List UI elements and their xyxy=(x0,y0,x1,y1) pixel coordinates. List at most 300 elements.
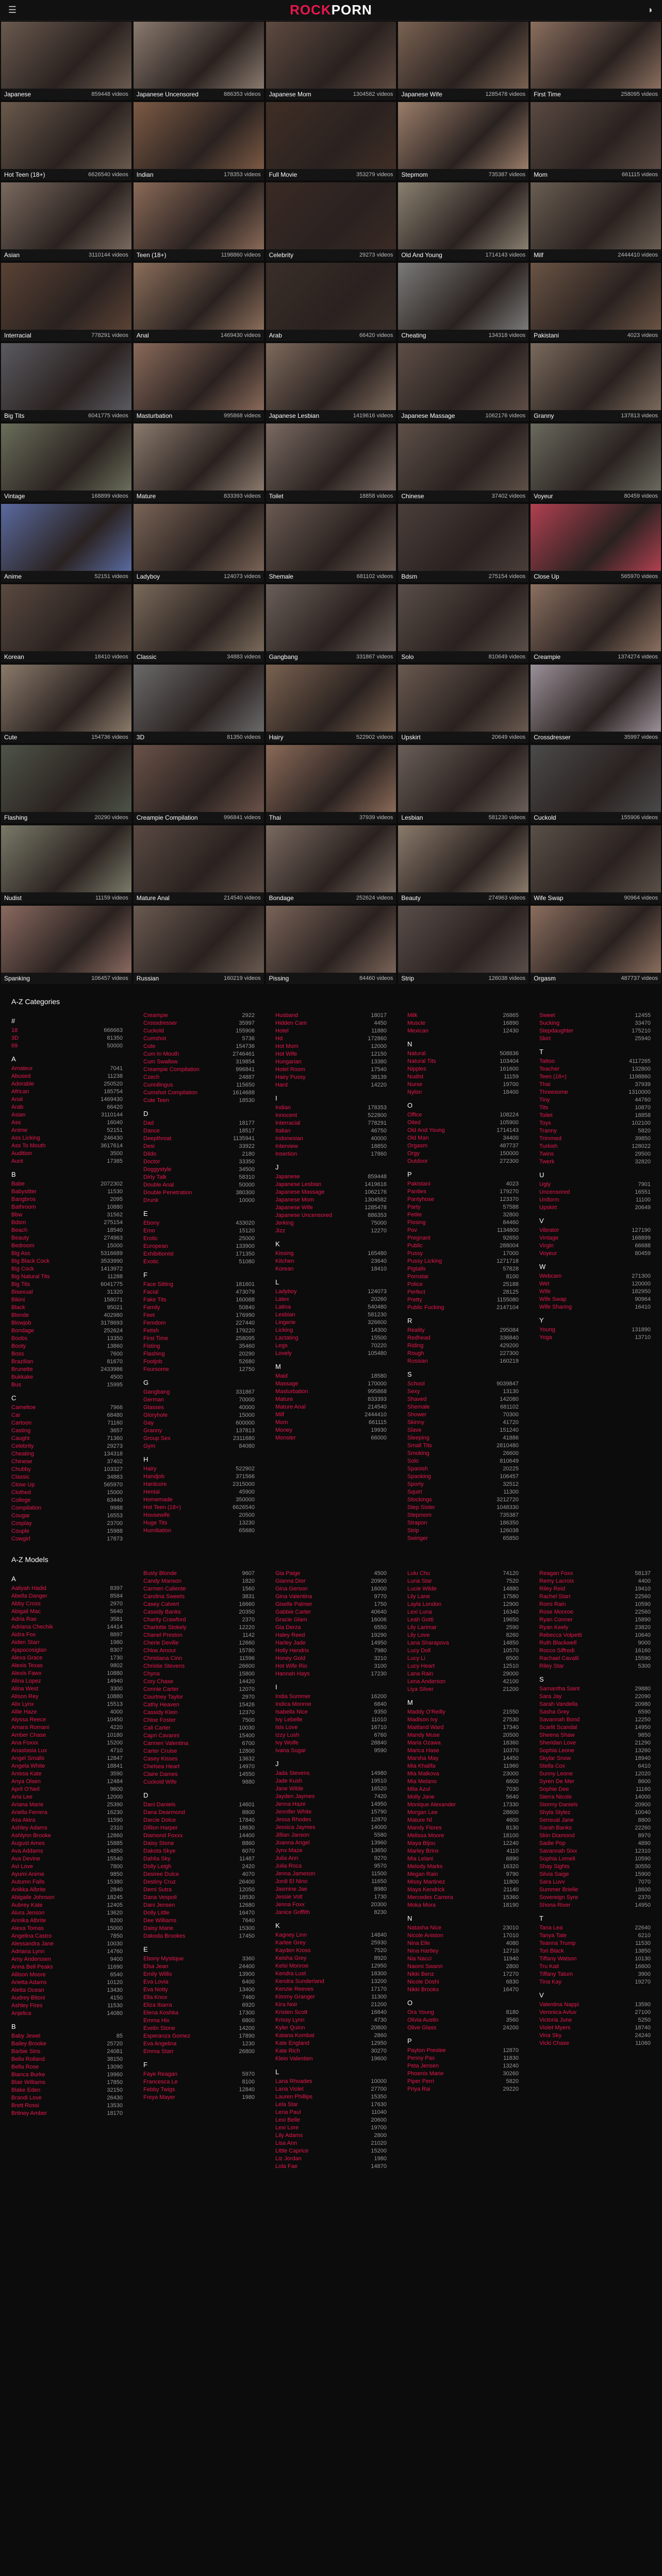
model-link[interactable] xyxy=(275,1832,387,1839)
category-link[interactable] xyxy=(143,1473,255,1481)
model-link[interactable] xyxy=(11,1871,123,1878)
category-link[interactable] xyxy=(407,1012,519,1020)
model-link[interactable] xyxy=(11,1685,123,1693)
model-link[interactable] xyxy=(407,1840,519,1848)
category-link[interactable] xyxy=(275,1303,387,1311)
category-link[interactable] xyxy=(407,1258,519,1265)
model-link[interactable] xyxy=(407,1639,519,1647)
model-link[interactable] xyxy=(275,1624,387,1632)
category-tile[interactable] xyxy=(397,583,529,664)
category-link[interactable] xyxy=(407,1434,519,1442)
model-link[interactable] xyxy=(11,1616,123,1623)
category-link[interactable] xyxy=(143,1366,255,1374)
model-link[interactable] xyxy=(143,1709,255,1717)
model-link[interactable] xyxy=(275,1931,387,1939)
category-link[interactable] xyxy=(11,1158,123,1165)
category-link[interactable] xyxy=(407,1027,519,1035)
category-link[interactable] xyxy=(407,1265,519,1273)
category-link[interactable] xyxy=(407,1073,519,1081)
model-link[interactable] xyxy=(539,1685,651,1693)
category-tile[interactable] xyxy=(529,824,662,905)
category-link[interactable] xyxy=(407,1081,519,1089)
model-link[interactable] xyxy=(143,1693,255,1701)
model-link[interactable] xyxy=(407,1886,519,1894)
model-link[interactable] xyxy=(539,1978,651,1986)
model-link[interactable] xyxy=(11,1956,123,1963)
model-link[interactable] xyxy=(539,1817,651,1824)
model-link[interactable] xyxy=(275,1824,387,1832)
category-link[interactable] xyxy=(407,1050,519,1058)
model-link[interactable] xyxy=(275,1793,387,1801)
category-tile[interactable] xyxy=(397,21,529,101)
model-link[interactable] xyxy=(539,1585,651,1593)
model-link[interactable] xyxy=(143,1616,255,1624)
category-link[interactable] xyxy=(275,1219,387,1227)
category-link[interactable] xyxy=(11,1265,123,1273)
category-link[interactable] xyxy=(539,1204,651,1212)
model-link[interactable] xyxy=(143,1817,255,1824)
category-link[interactable] xyxy=(11,1327,123,1335)
category-tile[interactable] xyxy=(529,262,662,342)
category-link[interactable] xyxy=(11,1512,123,1520)
category-link[interactable] xyxy=(407,1234,519,1242)
model-link[interactable] xyxy=(143,1925,255,1933)
category-tile[interactable] xyxy=(265,262,398,342)
site-logo[interactable]: ROCKPORN xyxy=(290,2,372,18)
model-link[interactable] xyxy=(539,1801,651,1809)
model-link[interactable] xyxy=(407,1832,519,1840)
category-link[interactable] xyxy=(11,1350,123,1358)
category-link[interactable] xyxy=(407,1465,519,1473)
category-link[interactable] xyxy=(407,1180,519,1188)
model-link[interactable] xyxy=(11,2048,123,2056)
category-link[interactable] xyxy=(275,1020,387,1027)
model-link[interactable] xyxy=(143,1724,255,1732)
model-link[interactable] xyxy=(275,1777,387,1785)
model-link[interactable] xyxy=(407,1585,519,1593)
model-link[interactable] xyxy=(407,1855,519,1863)
category-link[interactable] xyxy=(143,1058,255,1066)
category-tile[interactable] xyxy=(133,181,265,262)
model-link[interactable] xyxy=(275,2093,387,2101)
model-link[interactable] xyxy=(11,1925,123,1933)
model-link[interactable] xyxy=(143,2048,255,2056)
category-link[interactable] xyxy=(275,1043,387,1050)
category-link[interactable] xyxy=(143,1227,255,1235)
category-link[interactable] xyxy=(275,1081,387,1089)
category-link[interactable] xyxy=(11,1204,123,1211)
category-link[interactable] xyxy=(11,1150,123,1158)
category-link[interactable] xyxy=(143,1197,255,1205)
category-link[interactable] xyxy=(11,1080,123,1088)
category-link[interactable] xyxy=(11,1443,123,1450)
category-link[interactable] xyxy=(539,1020,651,1027)
model-link[interactable] xyxy=(143,1748,255,1755)
category-link[interactable] xyxy=(143,1404,255,1412)
model-link[interactable] xyxy=(11,2110,123,2117)
category-link[interactable] xyxy=(539,1250,651,1258)
category-link[interactable] xyxy=(275,1380,387,1388)
category-tile[interactable] xyxy=(0,422,133,503)
category-link[interactable] xyxy=(407,1450,519,1458)
model-link[interactable] xyxy=(11,1693,123,1701)
category-link[interactable] xyxy=(143,1504,255,1512)
category-link[interactable] xyxy=(143,1304,255,1312)
model-link[interactable] xyxy=(143,1585,255,1593)
model-link[interactable] xyxy=(407,1924,519,1932)
model-link[interactable] xyxy=(11,1585,123,1592)
category-link[interactable] xyxy=(539,1326,651,1334)
category-tile[interactable] xyxy=(529,744,662,824)
category-link[interactable] xyxy=(143,1050,255,1058)
category-link[interactable] xyxy=(407,1380,519,1388)
model-link[interactable] xyxy=(11,1592,123,1600)
category-link[interactable] xyxy=(539,1242,651,1250)
category-link[interactable] xyxy=(275,1058,387,1066)
model-link[interactable] xyxy=(407,1963,519,1971)
model-link[interactable] xyxy=(275,1570,387,1578)
model-link[interactable] xyxy=(407,1955,519,1963)
model-link[interactable] xyxy=(143,1647,255,1655)
model-link[interactable] xyxy=(275,1663,387,1670)
model-link[interactable] xyxy=(407,1878,519,1886)
hamburger-icon[interactable]: ☰ xyxy=(8,5,17,15)
model-link[interactable] xyxy=(539,1924,651,1932)
category-tile[interactable] xyxy=(529,21,662,101)
model-link[interactable] xyxy=(407,1809,519,1817)
category-tile[interactable] xyxy=(397,744,529,824)
model-link[interactable] xyxy=(407,1601,519,1608)
model-link[interactable] xyxy=(407,1824,519,1832)
category-link[interactable] xyxy=(143,1412,255,1419)
model-link[interactable] xyxy=(11,1647,123,1654)
category-link[interactable] xyxy=(407,1196,519,1204)
category-link[interactable] xyxy=(407,1111,519,1119)
category-link[interactable] xyxy=(407,1473,519,1481)
model-link[interactable] xyxy=(407,2047,519,2055)
category-link[interactable] xyxy=(539,1227,651,1234)
category-tile[interactable] xyxy=(397,422,529,503)
model-link[interactable] xyxy=(539,1732,651,1739)
category-link[interactable] xyxy=(539,1158,651,1166)
model-link[interactable] xyxy=(11,1940,123,1948)
category-link[interactable] xyxy=(143,1081,255,1089)
category-tile[interactable] xyxy=(529,101,662,181)
model-link[interactable] xyxy=(11,2094,123,2102)
category-link[interactable] xyxy=(11,1489,123,1497)
category-link[interactable] xyxy=(143,1089,255,1097)
category-link[interactable] xyxy=(11,1481,123,1489)
category-link[interactable] xyxy=(407,1488,519,1496)
category-link[interactable] xyxy=(407,1388,519,1396)
model-link[interactable] xyxy=(275,1585,387,1593)
model-link[interactable] xyxy=(143,2025,255,2032)
model-link[interactable] xyxy=(407,1732,519,1739)
category-link[interactable] xyxy=(539,1189,651,1196)
category-tile[interactable] xyxy=(0,824,133,905)
model-link[interactable] xyxy=(407,1801,519,1809)
model-link[interactable] xyxy=(275,2009,387,2016)
model-link[interactable] xyxy=(539,2040,651,2047)
category-link[interactable] xyxy=(275,1050,387,1058)
model-link[interactable] xyxy=(539,1570,651,1578)
model-link[interactable] xyxy=(407,1616,519,1624)
category-tile[interactable] xyxy=(265,664,398,744)
model-link[interactable] xyxy=(143,1778,255,1786)
model-link[interactable] xyxy=(539,1855,651,1863)
model-link[interactable] xyxy=(275,1739,387,1747)
model-link[interactable] xyxy=(143,2032,255,2040)
model-link[interactable] xyxy=(539,1624,651,1632)
model-link[interactable] xyxy=(11,1909,123,1917)
category-link[interactable] xyxy=(407,1273,519,1281)
model-link[interactable] xyxy=(275,1670,387,1678)
category-link[interactable] xyxy=(539,1143,651,1150)
model-link[interactable] xyxy=(275,1855,387,1862)
category-link[interactable] xyxy=(407,1020,519,1027)
category-link[interactable] xyxy=(11,1366,123,1374)
category-link[interactable] xyxy=(143,1127,255,1135)
model-link[interactable] xyxy=(11,2056,123,2063)
category-tile[interactable] xyxy=(397,101,529,181)
category-link[interactable] xyxy=(11,1466,123,1473)
category-link[interactable] xyxy=(11,1096,123,1104)
model-link[interactable] xyxy=(275,1647,387,1655)
model-link[interactable] xyxy=(407,1947,519,1955)
model-link[interactable] xyxy=(11,2102,123,2110)
category-link[interactable] xyxy=(275,1181,387,1189)
category-link[interactable] xyxy=(539,1127,651,1135)
category-link[interactable] xyxy=(11,1473,123,1481)
category-link[interactable] xyxy=(539,1081,651,1089)
model-link[interactable] xyxy=(143,1909,255,1917)
category-link[interactable] xyxy=(275,1419,387,1427)
model-link[interactable] xyxy=(407,2078,519,2086)
category-link[interactable] xyxy=(407,1127,519,1134)
category-tile[interactable] xyxy=(265,503,398,583)
category-link[interactable] xyxy=(407,1227,519,1234)
category-link[interactable] xyxy=(11,1035,123,1042)
category-link[interactable] xyxy=(143,1120,255,1127)
category-link[interactable] xyxy=(11,1358,123,1366)
model-link[interactable] xyxy=(275,1701,387,1708)
category-link[interactable] xyxy=(143,1143,255,1150)
category-link[interactable] xyxy=(407,1427,519,1434)
model-link[interactable] xyxy=(275,2055,387,2063)
model-link[interactable] xyxy=(275,1655,387,1663)
model-link[interactable] xyxy=(275,2101,387,2109)
category-link[interactable] xyxy=(539,1150,651,1158)
category-link[interactable] xyxy=(11,1134,123,1142)
model-link[interactable] xyxy=(275,2086,387,2093)
category-link[interactable] xyxy=(407,1158,519,1165)
model-link[interactable] xyxy=(143,1933,255,1940)
model-link[interactable] xyxy=(143,1624,255,1632)
model-link[interactable] xyxy=(407,1978,519,1986)
model-link[interactable] xyxy=(407,1971,519,1978)
category-link[interactable] xyxy=(275,1319,387,1327)
category-link[interactable] xyxy=(11,1104,123,1111)
category-tile[interactable] xyxy=(0,503,133,583)
model-link[interactable] xyxy=(143,1863,255,1871)
category-tile[interactable] xyxy=(0,664,133,744)
category-link[interactable] xyxy=(407,1250,519,1258)
category-link[interactable] xyxy=(11,1111,123,1119)
category-link[interactable] xyxy=(143,1488,255,1496)
model-link[interactable] xyxy=(11,1662,123,1670)
model-link[interactable] xyxy=(539,1963,651,1971)
model-link[interactable] xyxy=(539,1824,651,1832)
category-link[interactable] xyxy=(407,1350,519,1358)
model-link[interactable] xyxy=(539,1601,651,1608)
category-link[interactable] xyxy=(11,1312,123,1319)
category-link[interactable] xyxy=(407,1289,519,1296)
category-link[interactable] xyxy=(539,1181,651,1189)
category-link[interactable] xyxy=(143,1066,255,1074)
category-link[interactable] xyxy=(407,1188,519,1196)
model-link[interactable] xyxy=(407,1624,519,1632)
category-link[interactable] xyxy=(11,1435,123,1443)
model-link[interactable] xyxy=(275,1862,387,1870)
category-link[interactable] xyxy=(11,1504,123,1512)
model-link[interactable] xyxy=(407,1670,519,1678)
model-link[interactable] xyxy=(407,2009,519,2016)
model-link[interactable] xyxy=(143,1608,255,1616)
category-link[interactable] xyxy=(275,1350,387,1358)
category-link[interactable] xyxy=(539,1288,651,1296)
model-link[interactable] xyxy=(539,1632,651,1639)
model-link[interactable] xyxy=(539,1902,651,1909)
category-link[interactable] xyxy=(143,1396,255,1404)
model-link[interactable] xyxy=(11,1708,123,1716)
category-link[interactable] xyxy=(407,1065,519,1073)
model-link[interactable] xyxy=(407,1986,519,1994)
model-link[interactable] xyxy=(11,1917,123,1925)
category-tile[interactable] xyxy=(0,905,133,985)
model-link[interactable] xyxy=(539,2032,651,2040)
model-link[interactable] xyxy=(11,2071,123,2079)
model-link[interactable] xyxy=(11,1793,123,1801)
category-link[interactable] xyxy=(275,1127,387,1135)
category-link[interactable] xyxy=(143,1189,255,1197)
model-link[interactable] xyxy=(11,1786,123,1793)
model-link[interactable] xyxy=(275,1639,387,1647)
model-link[interactable] xyxy=(11,1979,123,1987)
category-link[interactable] xyxy=(11,1304,123,1312)
category-link[interactable] xyxy=(143,1388,255,1396)
model-link[interactable] xyxy=(11,1987,123,1994)
model-link[interactable] xyxy=(275,1732,387,1739)
model-link[interactable] xyxy=(275,1886,387,1893)
category-link[interactable] xyxy=(407,1134,519,1142)
model-link[interactable] xyxy=(275,1878,387,1886)
category-link[interactable] xyxy=(275,1143,387,1150)
category-link[interactable] xyxy=(407,1342,519,1350)
model-link[interactable] xyxy=(539,1886,651,1894)
model-link[interactable] xyxy=(539,1863,651,1871)
category-link[interactable] xyxy=(143,1481,255,1488)
category-link[interactable] xyxy=(407,1242,519,1250)
model-link[interactable] xyxy=(407,1755,519,1762)
category-link[interactable] xyxy=(143,1312,255,1319)
category-link[interactable] xyxy=(11,1404,123,1412)
category-tile[interactable] xyxy=(265,583,398,664)
model-link[interactable] xyxy=(539,1848,651,1855)
model-link[interactable] xyxy=(275,1724,387,1732)
category-link[interactable] xyxy=(11,1427,123,1435)
model-link[interactable] xyxy=(275,2124,387,2132)
category-link[interactable] xyxy=(407,1403,519,1411)
category-link[interactable] xyxy=(143,1512,255,1519)
model-link[interactable] xyxy=(407,1716,519,1724)
model-link[interactable] xyxy=(11,1878,123,1886)
category-link[interactable] xyxy=(143,1250,255,1258)
category-tile[interactable] xyxy=(397,342,529,422)
category-link[interactable] xyxy=(539,1058,651,1065)
category-link[interactable] xyxy=(407,1512,519,1519)
category-tile[interactable] xyxy=(0,21,133,101)
category-tile[interactable] xyxy=(133,664,265,744)
category-link[interactable] xyxy=(275,1327,387,1334)
category-tile[interactable] xyxy=(265,744,398,824)
category-link[interactable] xyxy=(539,1196,651,1204)
category-link[interactable] xyxy=(11,1119,123,1127)
category-link[interactable] xyxy=(539,1096,651,1104)
model-link[interactable] xyxy=(143,2094,255,2102)
category-link[interactable] xyxy=(275,1388,387,1396)
model-link[interactable] xyxy=(143,1855,255,1863)
category-link[interactable] xyxy=(275,1342,387,1350)
category-link[interactable] xyxy=(407,1150,519,1158)
model-link[interactable] xyxy=(407,1786,519,1793)
category-link[interactable] xyxy=(11,1042,123,1050)
model-link[interactable] xyxy=(275,2040,387,2047)
category-link[interactable] xyxy=(407,1327,519,1334)
model-link[interactable] xyxy=(11,1716,123,1724)
model-link[interactable] xyxy=(275,1593,387,1601)
category-link[interactable] xyxy=(11,1419,123,1427)
model-link[interactable] xyxy=(143,1639,255,1647)
category-link[interactable] xyxy=(11,1242,123,1250)
category-link[interactable] xyxy=(143,1496,255,1504)
category-link[interactable] xyxy=(143,1219,255,1227)
category-link[interactable] xyxy=(275,1196,387,1204)
category-link[interactable] xyxy=(143,1135,255,1143)
category-link[interactable] xyxy=(539,1234,651,1242)
model-link[interactable] xyxy=(275,1986,387,1993)
category-link[interactable] xyxy=(407,1419,519,1427)
category-link[interactable] xyxy=(539,1120,651,1127)
model-link[interactable] xyxy=(407,1686,519,1693)
category-link[interactable] xyxy=(143,1527,255,1535)
category-tile[interactable] xyxy=(529,583,662,664)
model-link[interactable] xyxy=(143,1832,255,1840)
model-link[interactable] xyxy=(11,2063,123,2071)
model-link[interactable] xyxy=(143,1601,255,1608)
model-link[interactable] xyxy=(539,2024,651,2032)
category-link[interactable] xyxy=(11,1088,123,1096)
model-link[interactable] xyxy=(275,1601,387,1608)
category-link[interactable] xyxy=(275,1258,387,1265)
model-link[interactable] xyxy=(143,1955,255,1963)
category-link[interactable] xyxy=(143,1281,255,1289)
category-tile[interactable] xyxy=(265,422,398,503)
category-link[interactable] xyxy=(143,1043,255,1050)
category-link[interactable] xyxy=(407,1089,519,1096)
model-link[interactable] xyxy=(143,1578,255,1585)
category-link[interactable] xyxy=(143,1435,255,1443)
model-link[interactable] xyxy=(539,1639,651,1647)
